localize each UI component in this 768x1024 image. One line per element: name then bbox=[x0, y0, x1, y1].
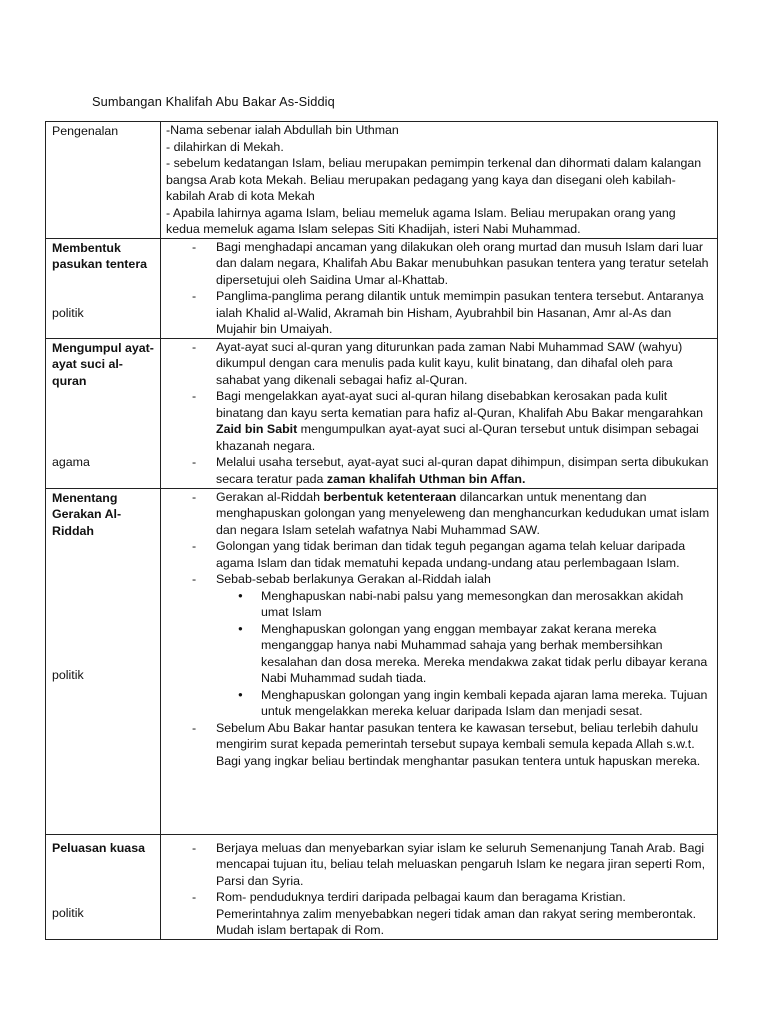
text-run: Sebab-sebab berlakunya Gerakan al-Riddah ialah bbox=[216, 572, 491, 586]
intro-line: - Apabila lahirnya agama Islam, beliau memeluk agama Islam. Beliau merupakan orang yang kedua memeluk agama Islam selepas Siti Khadijah, isteri Nabi Muhammad. bbox=[166, 205, 676, 236]
text-run: Gerakan al-Riddah bbox=[216, 489, 324, 504]
list-item: - Bagi menghadapi ancaman yang dilakukan oleh orang murtad dan musuh Islam dari luar dan dalam negara, Khalifah Abu Bakar menubuhkan pasukan tentera yang teratur setelah dipersetujui oleh Saidina Umar al-Khattab. bbox=[216, 239, 711, 289]
topic-label: Peluasan kuasa bbox=[52, 840, 145, 855]
table-row bbox=[46, 338, 718, 488]
category-label: politik bbox=[52, 905, 84, 920]
topic-label: Mengumpul ayat-ayat suci al-quran bbox=[52, 340, 154, 388]
intro-line: -Nama sebenar ialah Abdullah bin Uthman bbox=[166, 123, 399, 137]
category-label: agama bbox=[52, 454, 90, 469]
content-cell bbox=[161, 338, 718, 488]
document-title: Sumbangan Khalifah Abu Bakar As-Siddiq bbox=[92, 94, 335, 109]
point-list bbox=[166, 840, 711, 939]
category-label: politik bbox=[52, 667, 84, 682]
emphasis-text: berbentuk ketenteraan bbox=[323, 489, 457, 504]
intro-line: - sebelum kedatangan Islam, beliau merupakan pemimpin terkenal dan dihormati dalam kalangan bangsa Arab kota Mekah. Beliau merupakan pedagang yang kaya dan disegani oleh kabilah-kabilah Arab di kota Mekah bbox=[166, 156, 702, 203]
list-item: - Sebelum Abu Bakar hantar pasukan tentera ke kawasan tersebut, beliau terlebih dahulu mengirim surat kepada pemerintah tersebut supaya kembali semula kepada Allah s.w.t. Bagi yang ingkar beliau bertindak menghantar pasukan tentera untuk hapuskan mereka. bbox=[216, 720, 711, 770]
bullet-item: ● Menghapuskan nabi-nabi palsu yang memesongkan dan merosakkan akidah umat Islam bbox=[261, 588, 711, 621]
list-item: - Berjaya meluas dan menyebarkan syiar islam ke seluruh Semenanjung Tanah Arab. Bagi mencapai tujuan itu, beliau telah meluaskan pengaruh Islam ke negara jiran seperti Rom, Parsi dan Syria. bbox=[216, 840, 711, 890]
contribution-table bbox=[45, 121, 718, 940]
bullet-list bbox=[216, 588, 711, 720]
topic-label: Pengenalan bbox=[52, 124, 119, 138]
table-row bbox=[46, 834, 718, 939]
table-row bbox=[46, 488, 718, 834]
topic-cell bbox=[46, 238, 161, 338]
content-cell bbox=[161, 488, 718, 834]
text-run: dilancarkan untuk menentang dan menghapuskan golongan yang menyeleweng dan menghancurkan kedudukan umat islam dan negara Islam setelah wafatnya Nabi Muhammad SAW. bbox=[216, 489, 710, 537]
list-item: - Panglima-panglima perang dilantik untuk memimpin pasukan tentera tersebut. Antaranya ialah Khalid al-Walid, Akramah bin Hisham, Ayubrahbil bin Hasanan, Amr al-As dan Mujahir bin Umaiyah. bbox=[216, 288, 711, 338]
emphasis-text: Zaid bin Sabit bbox=[216, 422, 298, 436]
list-item bbox=[216, 388, 711, 454]
table-row bbox=[46, 122, 718, 239]
topic-cell bbox=[46, 122, 161, 239]
content-cell bbox=[161, 122, 718, 239]
list-item bbox=[216, 571, 711, 720]
list-item: - Ayat-ayat suci al-quran yang diturunkan pada zaman Nabi Muhammad SAW (wahyu) dikumpul dengan cara menulis pada kulit kayu, kulit binatang, dan dihafal oleh para sahabat yang dikenali sebagai hafiz al-Quran. bbox=[216, 339, 711, 389]
list-item: - Golongan yang tidak beriman dan tidak teguh pegangan agama telah keluar daripada agama Islam dan tidak mematuhi kepada undang-undang atau perlembagaan Islam. bbox=[216, 538, 711, 571]
list-item: - Rom- penduduknya terdiri daripada pelbagai kaum dan beragama Kristian. Pemerintahnya zalim menyebabkan negeri tidak aman dan rakyat sering memberontak. Mudah islam bertapak di Rom. bbox=[216, 889, 711, 939]
emphasis-text: zaman khalifah Uthman bin Affan. bbox=[326, 471, 526, 486]
list-item bbox=[216, 489, 711, 539]
bullet-item: ● Menghapuskan golongan yang ingin kembali kepada ajaran lama mereka. Tujuan untuk mengelakkan mereka keluar daripada Islam dan menjadi sesat. bbox=[261, 687, 711, 720]
topic-cell bbox=[46, 338, 161, 488]
text-run: Melalui usaha tersebut, ayat-ayat suci al-quran dapat dihimpun, disimpan serta dibukukan secara teratur pada bbox=[216, 455, 709, 486]
topic-label: Membentuk pasukan tentera bbox=[52, 240, 148, 271]
text-run: Bagi mengelakkan ayat-ayat suci al-quran hilang disebabkan kerosakan pada kulit binatang dan kayu serta kematian para hafiz al-Quran, Khalifah Abu Bakar mengarahkan bbox=[216, 389, 703, 420]
topic-cell bbox=[46, 488, 161, 834]
topic-cell bbox=[46, 834, 161, 939]
content-cell bbox=[161, 238, 718, 338]
table-row bbox=[46, 238, 718, 338]
point-list bbox=[166, 489, 711, 770]
intro-line: - dilahirkan di Mekah. bbox=[166, 139, 284, 154]
point-list bbox=[166, 339, 711, 488]
list-item bbox=[216, 454, 711, 487]
point-list bbox=[166, 239, 711, 338]
bullet-item: ● Menghapuskan golongan yang enggan membayar zakat kerana mereka menganggap hanya nabi Muhammad sahaja yang berhak membersihkan kesalahan dan dosa mereka. Mereka mendakwa zakat tidak perlu dibayar kerana Nabi Muhammad sudah tiada. bbox=[261, 621, 711, 687]
text-run: mengumpulkan ayat-ayat suci al-Quran tersebut untuk disimpan sebagai khazanah negara. bbox=[216, 422, 699, 453]
topic-label: Menentang Gerakan Al-Riddah bbox=[52, 490, 122, 538]
content-cell bbox=[161, 834, 718, 939]
category-label: politik bbox=[52, 305, 84, 320]
